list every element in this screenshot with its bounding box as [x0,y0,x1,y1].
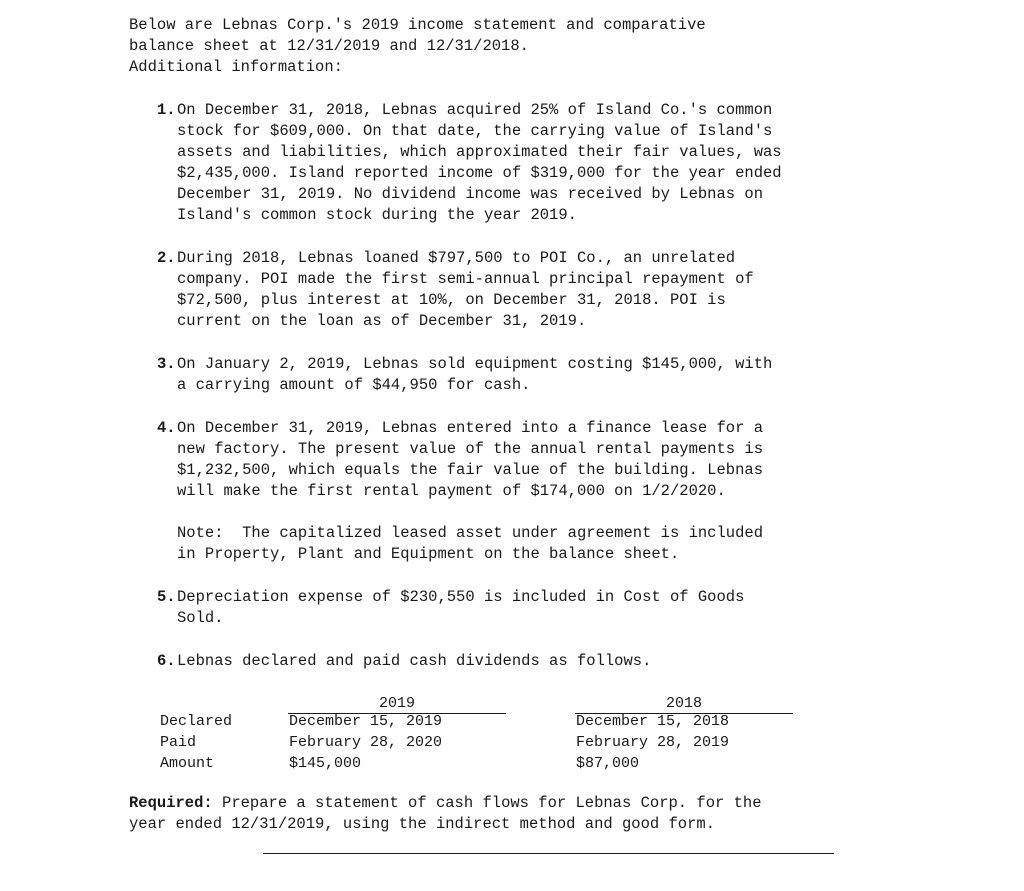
row-label-declared: Declared [160,713,233,730]
cell-amount-2018: $87,000 [576,755,640,772]
column-header-2018: 2018 [575,695,793,714]
info-item-3 [157,354,772,396]
item-line: December 31, 2019. No dividend income was received by Lebnas on [177,185,763,203]
item-number: 6. [157,652,176,670]
item-line: $2,435,000. Island reported income of $319,000 for the year ended [177,164,782,182]
item-line: On December 31, 2018, Lebnas acquired 25% of Island Co.'s common [177,101,773,119]
item-line: will make the first rental payment of $174,000 on 1/2/2020. [177,482,726,500]
info-item-6 [157,651,651,672]
item-number: 5. [157,588,176,606]
info-item-1 [157,100,782,226]
answer-rule [263,853,834,854]
item-number: 2. [157,249,176,267]
row-label-amount: Amount [160,755,215,772]
additional-info-heading: Additional information: [129,58,343,76]
item-number: 4. [157,419,176,437]
item-line: current on the loan as of December 31, 2019. [177,312,587,330]
required-line: year ended 12/31/2019, using the indirect method and good form. [129,815,715,833]
item-line: $72,500, plus interest at 10%, on December 31, 2018. POI is [177,291,726,309]
info-item-4 [157,418,763,502]
note-line: Note: The capitalized leased asset under agreement is included [177,524,763,542]
item-line: stock for $609,000. On that date, the carrying value of Island's [177,122,773,140]
item-number: 3. [157,355,176,373]
intro-line: balance sheet at 12/31/2019 and 12/31/2018. [129,37,529,55]
item-text [177,354,772,396]
item-text [177,100,782,226]
item-line: Island's common stock during the year 2019. [177,206,577,224]
intro-line: Below are Lebnas Corp.'s 2019 income statement and comparative [129,16,706,34]
lease-note [177,523,763,565]
required-paragraph [129,793,762,835]
info-item-2 [157,248,754,332]
intro-paragraph [129,15,706,78]
required-line [129,793,762,814]
item-line: company. POI made the first semi-annual principal repayment of [177,270,754,288]
item-text [177,418,763,502]
required-text: Prepare a statement of cash flows for Lebnas Corp. for the [212,794,762,812]
item-line: $1,232,500, which equals the fair value of the building. Lebnas [177,461,763,479]
item-text [177,248,754,332]
item-line: Depreciation expense of $230,550 is included in Cost of Goods [177,588,745,606]
item-line: Sold. [177,609,224,627]
row-label-paid: Paid [160,734,197,751]
item-line: assets and liabilities, which approximated their fair values, was [177,143,782,161]
cell-paid-2019: February 28, 2020 [289,734,443,751]
item-line: a carrying amount of $44,950 for cash. [177,376,531,394]
item-line: new factory. The present value of the annual rental payments is [177,440,763,458]
item-line: On December 31, 2019, Lebnas entered into a finance lease for a [177,419,763,437]
note-line: in Property, Plant and Equipment on the balance sheet. [177,545,680,563]
cell-declared-2019: December 15, 2019 [289,713,443,730]
item-line: During 2018, Lebnas loaned $797,500 to POI Co., an unrelated [177,249,736,267]
cell-declared-2018: December 15, 2018 [576,713,730,730]
item-number: 1. [157,101,176,119]
item-text [177,651,651,672]
cell-paid-2018: February 28, 2019 [576,734,730,751]
column-header-2019: 2019 [288,695,506,714]
item-line: On January 2, 2019, Lebnas sold equipment costing $145,000, with [177,355,773,373]
item-line: Lebnas declared and paid cash dividends as follows. [177,652,652,670]
item-text [177,587,744,629]
required-label: Required: [129,794,213,812]
info-item-5 [157,587,744,629]
cell-amount-2019: $145,000 [289,755,362,772]
